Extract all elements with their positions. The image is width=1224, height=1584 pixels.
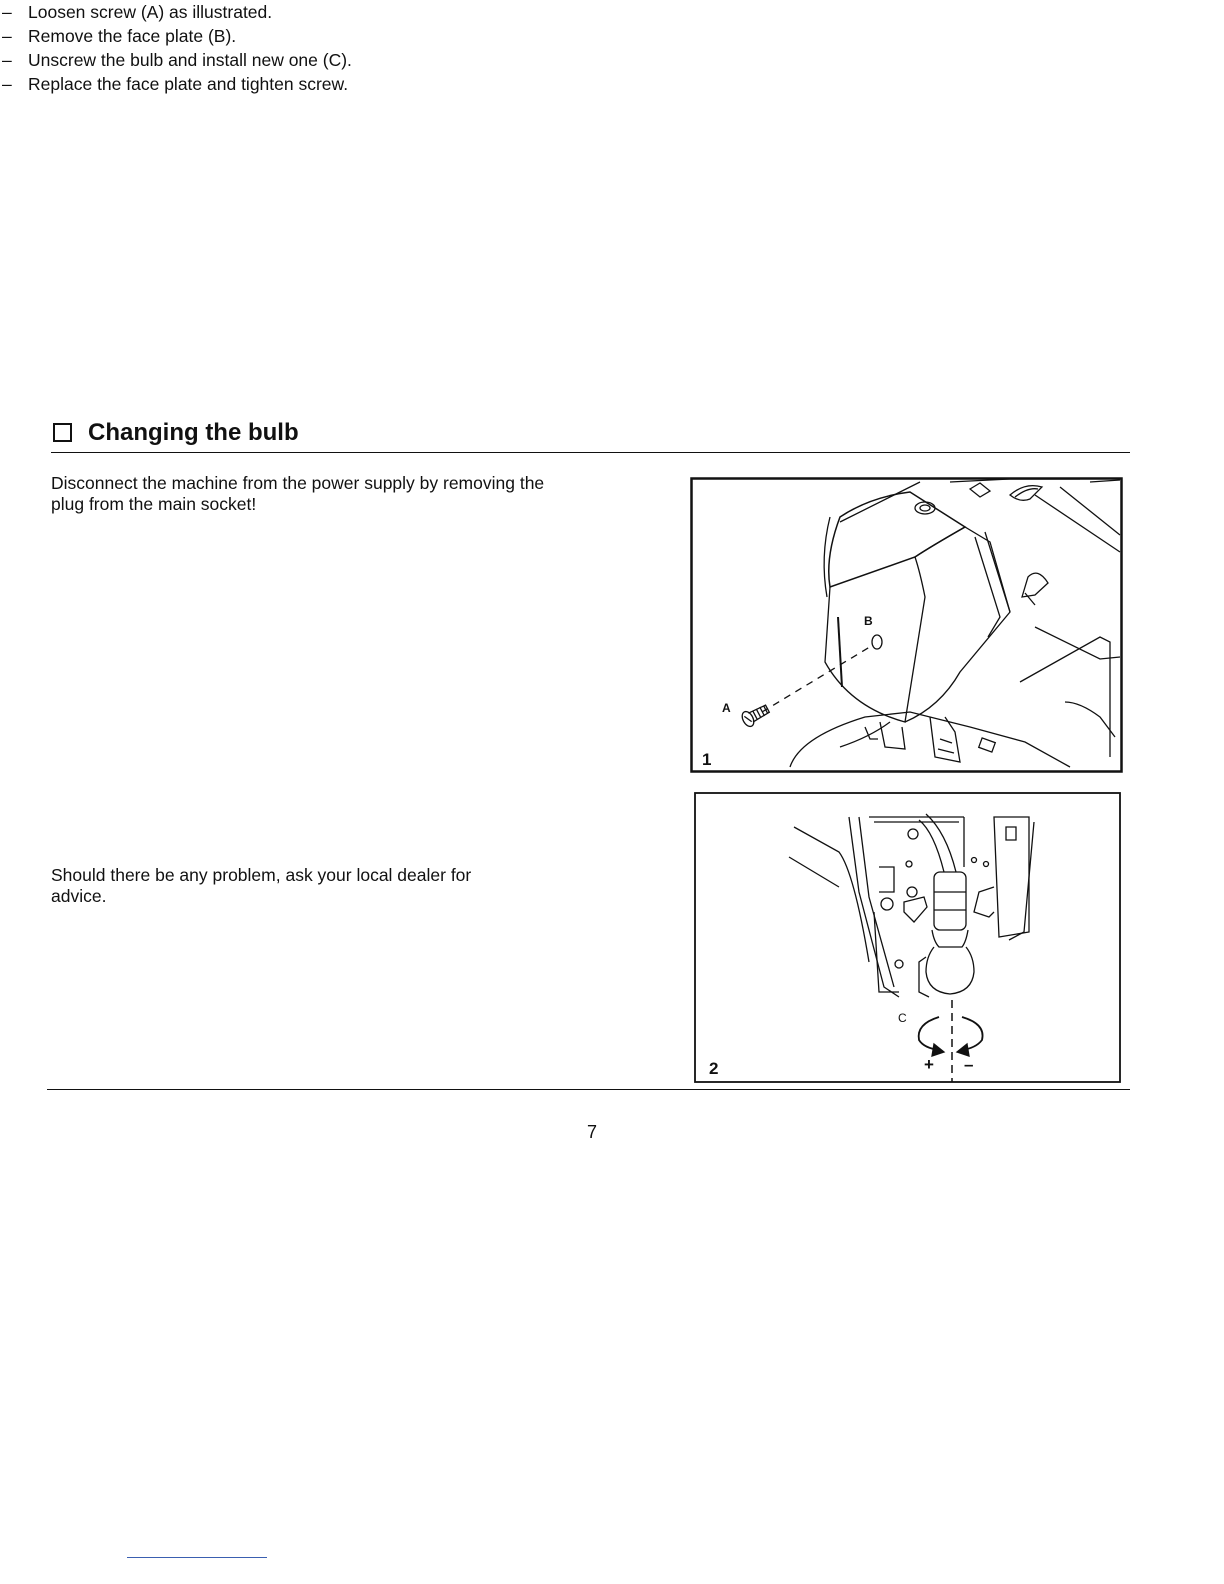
list-item — [0, 0, 520, 24]
plus-sign: + — [924, 1055, 934, 1074]
figure-number-2: 2 — [709, 1059, 719, 1078]
list-item — [0, 48, 520, 72]
dash-bullet: – — [2, 74, 12, 94]
label-b: B — [864, 614, 873, 628]
header-rule — [51, 452, 1130, 453]
figure-1-face-plate-removal — [690, 477, 1123, 773]
step-text: Unscrew the bulb and install new one (C). — [28, 50, 352, 70]
figure-number-1: 1 — [702, 750, 712, 769]
dealer-advice: Should there be any problem, ask your local dealer for advice. — [51, 865, 472, 906]
steps-list-2 — [0, 48, 520, 96]
footer-rule — [47, 1089, 1130, 1090]
dash-bullet: – — [2, 2, 12, 22]
step-text: Replace the face plate and tighten screw. — [28, 74, 349, 94]
figure-2-bulb-replacement — [694, 792, 1121, 1083]
dash-bullet: – — [2, 26, 12, 46]
step-text: Loosen screw (A) as illustrated. — [28, 2, 273, 22]
list-item — [0, 24, 520, 48]
footnote-separator — [127, 1557, 267, 1558]
checkbox-icon — [53, 423, 72, 442]
step-text: Remove the face plate (B). — [28, 26, 237, 46]
list-item — [0, 72, 520, 96]
page-number: 7 — [586, 1122, 597, 1142]
section-title: Changing the bulb — [88, 419, 299, 446]
section-header — [51, 418, 1130, 452]
steps-list-1 — [0, 0, 520, 48]
minus-sign: – — [964, 1055, 974, 1074]
dash-bullet: – — [2, 50, 12, 70]
label-a: A — [722, 701, 731, 715]
label-c: C — [898, 1011, 907, 1025]
intro-warning: Disconnect the machine from the power supply by removing the plug from the main socket! — [51, 473, 545, 514]
